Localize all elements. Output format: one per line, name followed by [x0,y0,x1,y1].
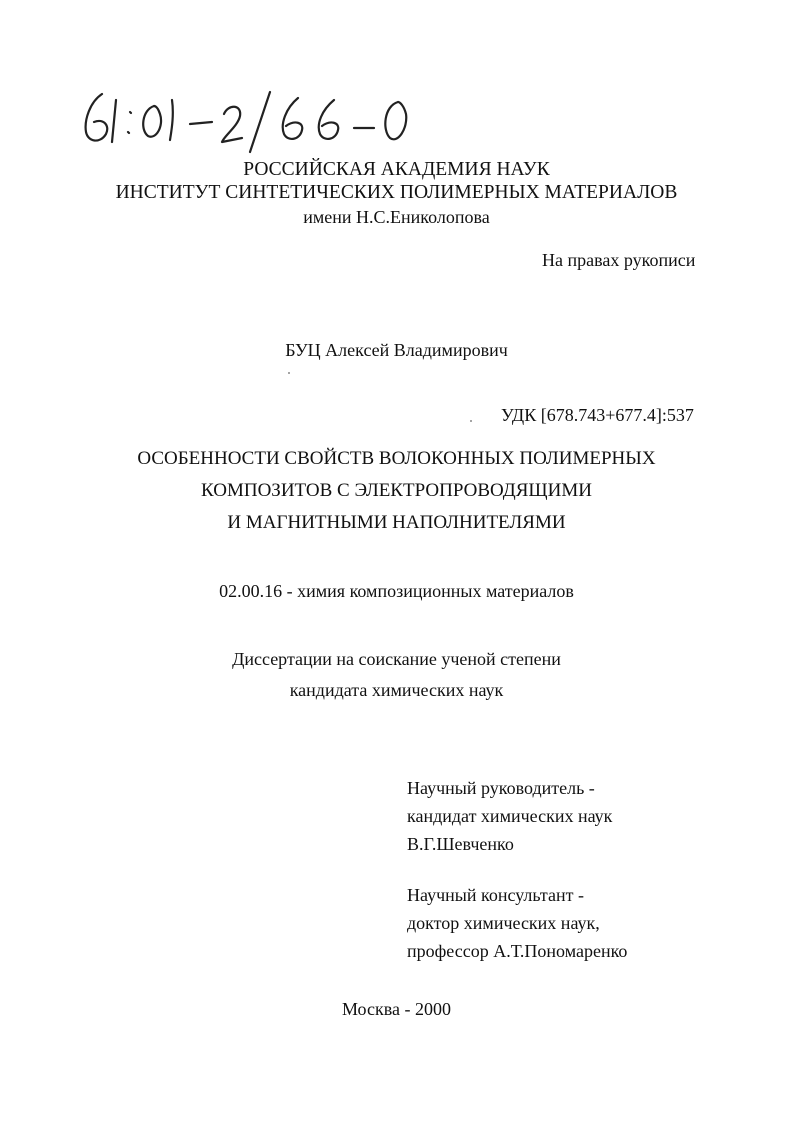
udc-code: УДК [678.743+677.4]:537 [501,405,694,425]
supervisor-role: Научный руководитель - [407,778,595,798]
institute-name: ИНСТИТУТ СИНТЕТИЧЕСКИХ ПОЛИМЕРНЫХ МАТЕРИАЛОВ [115,182,678,203]
title-line-2: КОМПОЗИТОВ С ЭЛЕКТРОПРОВОДЯЩИМИ [201,480,592,501]
degree-line-2: кандидата химических наук [289,680,504,700]
supervisor-degree: кандидат химических наук [407,806,613,826]
title-line-1: ОСОБЕННОСТИ СВОЙСТВ ВОЛОКОННЫХ ПОЛИМЕРНЫХ [137,448,656,469]
consultant-role: Научный консультант - [407,885,584,905]
scan-speck [288,372,290,374]
specialty-code: 02.00.16 - химия композиционных материалов [219,581,574,601]
academy-name: РОССИЙСКАЯ АКАДЕМИЯ НАУК [243,159,550,180]
title-line-3: И МАГНИТНЫМИ НАПОЛНИТЕЛЯМИ [227,512,566,533]
consultant-degree: доктор химических наук, [407,913,600,933]
degree-line-1: Диссертации на соискание ученой степени [232,649,561,669]
institute-named-after: имени Н.С.Ениколопова [303,207,490,227]
author-name: БУЦ Алексей Владимирович [285,340,508,360]
handwriting-drawing [78,86,418,156]
supervisor-name: В.Г.Шевченко [407,834,514,854]
scan-speck [470,420,472,422]
handwritten-archive-code [78,86,418,156]
consultant-name: профессор А.Т.Пономаренко [407,941,628,961]
manuscript-rights: На правах рукописи [542,250,696,270]
place-and-year: Москва - 2000 [342,999,451,1019]
